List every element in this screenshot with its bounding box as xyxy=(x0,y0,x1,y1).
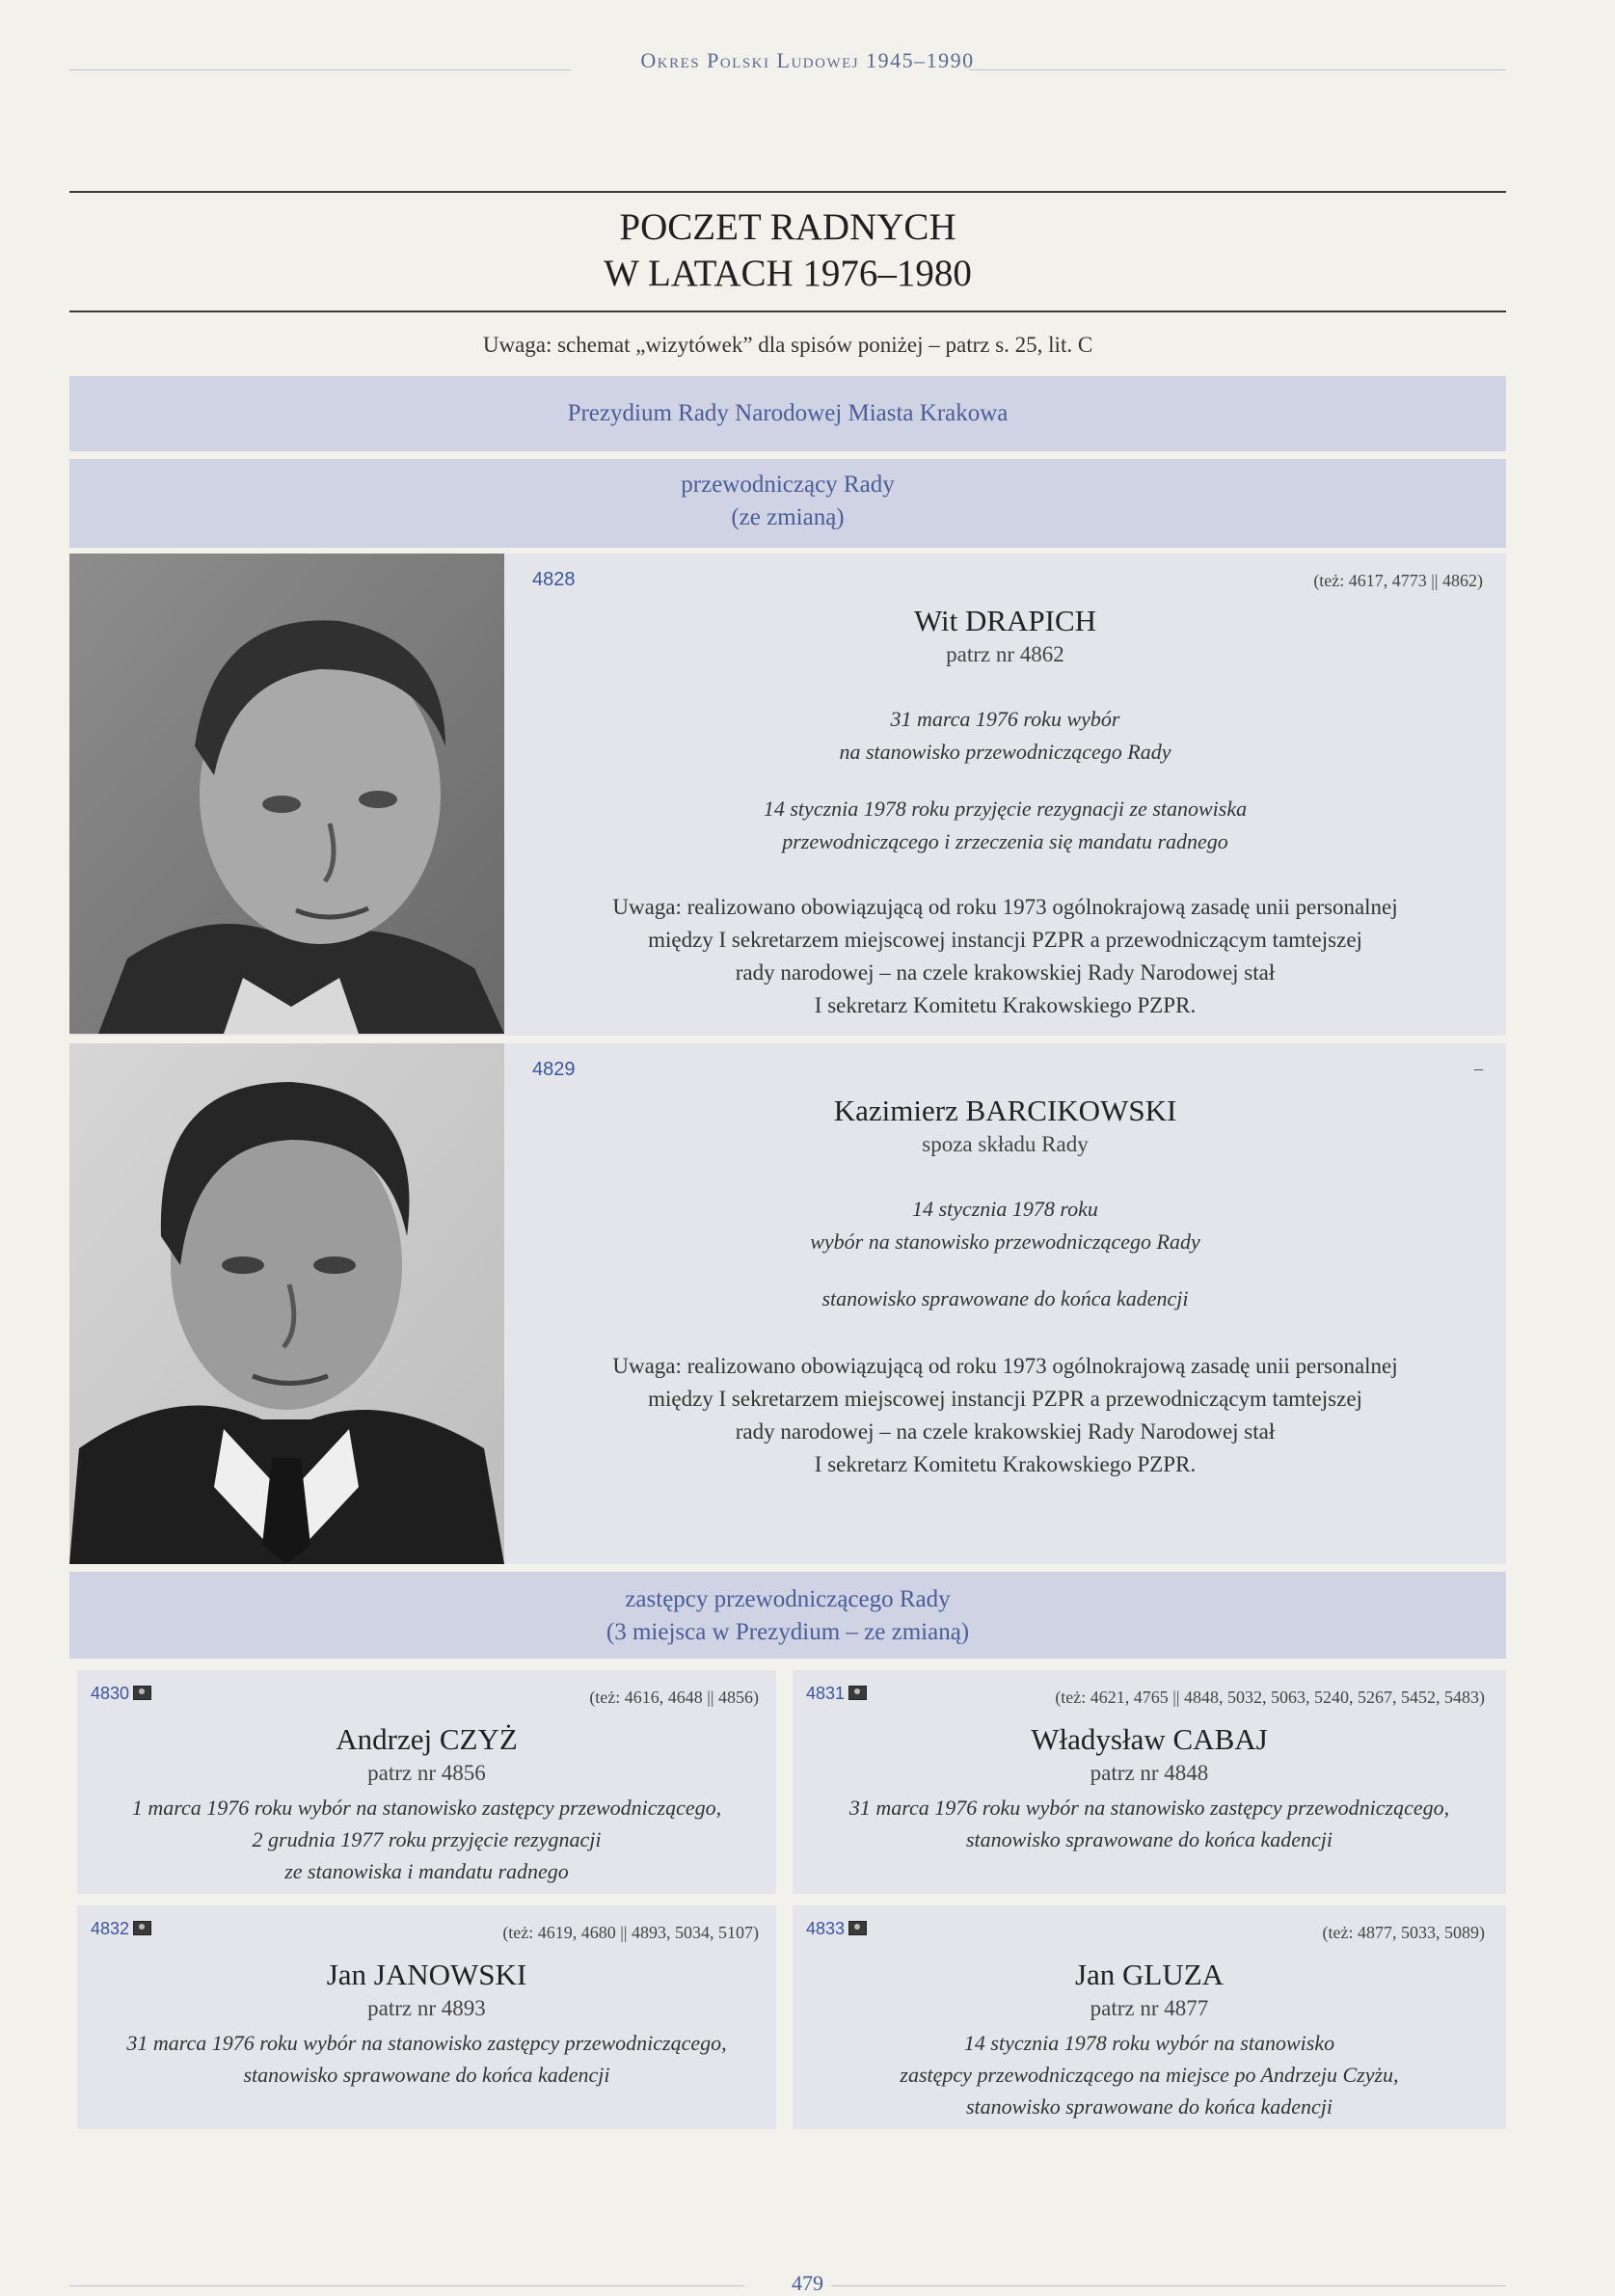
person-name: Kazimierz BARCIKOWSKI xyxy=(833,1094,1177,1127)
event-resignation xyxy=(504,793,1506,858)
deputy-band-line-1: zastępcy przewodniczącego Rady xyxy=(625,1586,951,1612)
entry-number xyxy=(806,1919,867,1939)
chair-card-4829 xyxy=(69,1043,1506,1564)
remark-line: między I sekretarzem miejscowej instancji PZPR a przewodniczącym tamtejszej xyxy=(648,1387,1362,1411)
text-line: 1 marca 1976 roku wybór na stanowisko zastępcy przewodniczącego, xyxy=(131,1796,722,1820)
cross-references: (też: 4616, 4648 || 4856) xyxy=(589,1688,759,1707)
text-line: 2 grudnia 1977 roku przyjęcie rezygnacji xyxy=(252,1827,602,1851)
text-line: stanowisko sprawowane do końca kadencji xyxy=(243,2063,610,2087)
remark-line: między I sekretarzem miejscowej instancji PZPR a przewodniczącym tamtejszej xyxy=(648,928,1362,952)
event-line: stanowisko sprawowane do końca kadencji xyxy=(821,1286,1189,1310)
title-line-2: W LATACH 1976–1980 xyxy=(604,253,972,294)
event-election xyxy=(504,703,1506,769)
camera-icon xyxy=(133,1921,151,1935)
cross-references: (też: 4877, 5033, 5089) xyxy=(1322,1923,1485,1942)
cross-references: (też: 4619, 4680 || 4893, 5034, 5107) xyxy=(502,1923,759,1942)
text-line: 14 stycznia 1978 roku wybór na stanowisko xyxy=(963,2031,1335,2055)
remark xyxy=(504,891,1506,1022)
deputy-card-4832 xyxy=(77,1905,776,2129)
person-name: Andrzej CZYŻ xyxy=(336,1722,518,1756)
remark-line: I sekretarz Komitetu Krakowskiego PZPR. xyxy=(814,993,1197,1017)
remark xyxy=(504,1350,1506,1481)
event-election xyxy=(504,1193,1506,1258)
event-line: wybór na stanowisko przewodniczącego Rady xyxy=(810,1229,1200,1254)
person-name: Władysław CABAJ xyxy=(1031,1722,1268,1756)
section-band-label: Prezydium Rady Narodowej Miasta Krakowa xyxy=(567,400,1009,426)
chair-band-line-1: przewodniczący Rady xyxy=(681,472,895,498)
event-line: 31 marca 1976 roku wybór xyxy=(890,707,1120,731)
deputy-text xyxy=(77,1792,776,1887)
person-name: Wit DRAPICH xyxy=(913,604,1097,637)
person-ref: patrz nr 4848 xyxy=(1090,1761,1209,1785)
event-line: na stanowisko przewodniczącego Rady xyxy=(839,740,1171,764)
entry-number-text: 4830 xyxy=(91,1684,130,1703)
camera-icon xyxy=(848,1686,867,1700)
event-line: przewodniczącego i zrzeczenia się mandatu radnego xyxy=(782,829,1228,853)
title-rule-bottom xyxy=(69,311,1506,312)
remark-line: Uwaga: realizowano obowiązującą od roku 1973 ogólnokrajową zasadę unii personalnej xyxy=(612,1354,1398,1378)
cross-references: (też: 4617, 4773 || 4862) xyxy=(1313,571,1483,590)
event-term xyxy=(504,1283,1506,1315)
entry-number xyxy=(91,1684,151,1704)
person-name: Jan JANOWSKI xyxy=(326,1958,527,1991)
text-line: stanowisko sprawowane do końca kadencji xyxy=(965,1827,1333,1851)
person-ref: patrz nr 4877 xyxy=(1090,1996,1209,2020)
cross-references: – xyxy=(1474,1059,1483,1078)
section-band xyxy=(69,376,1506,451)
deputy-card-4830 xyxy=(77,1670,776,1894)
deputy-band xyxy=(69,1572,1506,1659)
deputy-card-4833 xyxy=(793,1905,1506,2129)
event-line: 14 stycznia 1978 roku przyjęcie rezygnacji ze stanowiska xyxy=(763,797,1248,821)
deputy-band-line-2: (3 miejsca w Prezydium – ze zmianą) xyxy=(606,1619,970,1645)
deputy-card-4831 xyxy=(793,1670,1506,1894)
deputy-text xyxy=(793,2027,1506,2122)
remark-line: rady narodowej – na czele krakowskiej Rady Narodowej stał xyxy=(735,960,1276,985)
deputy-text xyxy=(77,2027,776,2091)
entry-number-text: 4833 xyxy=(806,1919,846,1938)
entry-number: 4828 xyxy=(532,569,576,590)
chair-card-4828 xyxy=(69,554,1506,1036)
entry-number-text: 4832 xyxy=(91,1919,130,1938)
text-line: ze stanowiska i mandatu radnego xyxy=(284,1859,569,1883)
schema-note: Uwaga: schemat „wizytówek” dla spisów poniżej – patrz s. 25, lit. C xyxy=(482,333,1093,357)
portrait-image xyxy=(69,1043,504,1564)
page-number: 479 xyxy=(792,2271,823,2295)
chair-band xyxy=(69,459,1506,548)
title-line-1: POCZET RADNYCH xyxy=(619,206,956,248)
text-line: 31 marca 1976 roku wybór na stanowisko zastępcy przewodniczącego, xyxy=(848,1796,1450,1820)
portrait-photo xyxy=(69,554,504,1034)
cross-references: (też: 4621, 4765 || 4848, 5032, 5063, 5240, 5267, 5452, 5483) xyxy=(1055,1688,1485,1707)
text-line: zastępcy przewodniczącego na miejsce po Andrzeju Czyżu, xyxy=(900,2063,1399,2087)
entry-number-text: 4831 xyxy=(806,1684,846,1703)
person-name: Jan GLUZA xyxy=(1074,1958,1225,1991)
entry-number: 4829 xyxy=(532,1059,576,1080)
entry-number xyxy=(91,1919,151,1939)
running-header: Okres Polski Ludowej 1945–1990 xyxy=(640,48,975,72)
person-ref: spoza składu Rady xyxy=(922,1132,1089,1156)
entry-number xyxy=(806,1684,867,1704)
remark-line: I sekretarz Komitetu Krakowskiego PZPR. xyxy=(814,1452,1197,1476)
deputy-text xyxy=(793,1792,1506,1855)
person-ref: patrz nr 4856 xyxy=(367,1761,486,1785)
remark-line: rady narodowej – na czele krakowskiej Rady Narodowej stał xyxy=(735,1419,1276,1444)
portrait-image xyxy=(69,554,504,1034)
camera-icon xyxy=(848,1921,867,1935)
event-line: 14 stycznia 1978 roku xyxy=(912,1197,1098,1221)
remark-line: Uwaga: realizowano obowiązującą od roku 1973 ogólnokrajową zasadę unii personalnej xyxy=(612,895,1398,919)
person-ref: patrz nr 4862 xyxy=(946,642,1064,666)
camera-icon xyxy=(133,1686,151,1700)
chair-band-line-2: (ze zmianą) xyxy=(731,504,845,530)
portrait-photo xyxy=(69,1043,504,1564)
person-ref: patrz nr 4893 xyxy=(367,1996,486,2020)
text-line: 31 marca 1976 roku wybór na stanowisko zastępcy przewodniczącego, xyxy=(126,2031,727,2055)
title-rule-top xyxy=(69,191,1506,193)
page-title xyxy=(69,204,1506,297)
text-line: stanowisko sprawowane do końca kadencji xyxy=(965,2094,1333,2119)
